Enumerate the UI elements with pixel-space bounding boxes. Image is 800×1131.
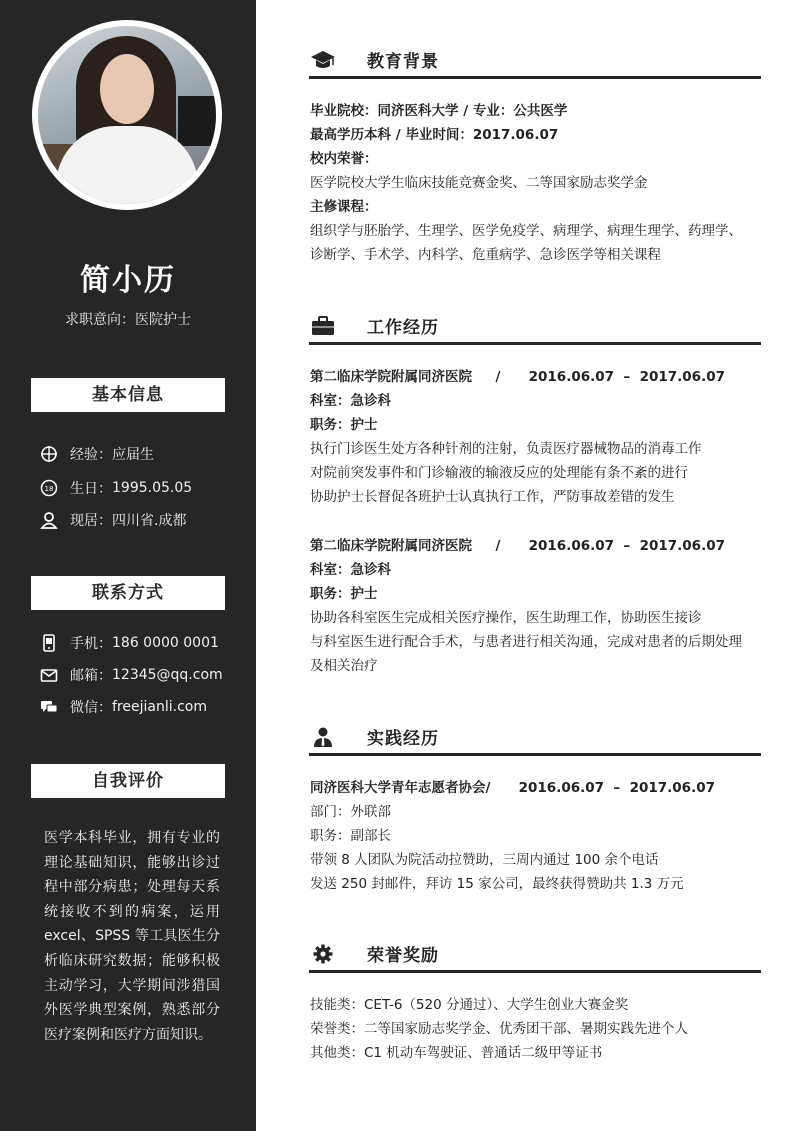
honor-label: 校内荣誉：: [310, 151, 378, 167]
main-content: [256, 0, 800, 1131]
work-title: 工作经历: [367, 318, 439, 338]
email-label: 邮箱：: [70, 668, 112, 684]
practice-heading: [309, 720, 761, 756]
job-1-head: 第二临床学院附属同济医院 / 2016.06.07 – 2017.06.07: [310, 369, 725, 385]
candidate-name: 简小历: [80, 263, 176, 298]
person-icon: [38, 509, 60, 531]
profile-photo: [32, 20, 222, 210]
sidebar: [0, 0, 256, 1131]
wechat-row: [38, 696, 207, 718]
job-1-duty-3: 协助护士长督促各班护士认真执行工作，严防事故差错的发生: [310, 489, 675, 505]
award-line-2: 荣誉类：二等国家励志奖学金、优秀团干部、暑期实践先进个人: [310, 1021, 688, 1037]
practice-title: 实践经历: [367, 729, 439, 749]
phone-label: 手机：: [70, 636, 112, 652]
chat-icon: [38, 696, 60, 718]
job-2-duty-3: 及相关治疗: [310, 658, 378, 674]
user-tie-icon: [309, 723, 337, 751]
experience-label: 经验：: [70, 447, 112, 463]
residence-value: 四川省.成都: [112, 513, 187, 529]
practice-line-1: 部门：外联部: [310, 804, 391, 820]
birthday-label: 生日：: [70, 481, 112, 497]
wechat-value: freejianli.com: [112, 699, 207, 715]
work-heading: [309, 309, 761, 345]
self-eval-heading: 自我评价: [31, 764, 225, 798]
job-2-duty-2: 与科室医生进行配合手术，与患者进行相关沟通，完成对患者的后期处理: [310, 634, 742, 650]
contact-heading: 联系方式: [31, 576, 225, 610]
job-2-duty-1: 协助各科室医生完成相关医疗操作，医生助理工作，协助医生接诊: [310, 610, 702, 626]
phone-icon: [38, 632, 60, 654]
birthday-row: [38, 477, 192, 499]
gear-icon: [309, 940, 337, 968]
award-line-1: 技能类：CET-6（520 分通过）、大学生创业大赛金奖: [310, 997, 629, 1013]
svg-text:18: 18: [44, 485, 54, 493]
practice-line-3: 带领 8 人团队为院活动拉赞助，三周内通过 100 余个电话: [310, 852, 659, 868]
course-text-1: 组织学与胚胎学、生理学、医学免疫学、病理学、病理生理学、药理学、: [310, 223, 742, 239]
course-text-2: 诊断学、手术学、内科学、危重病学、急诊医学等相关课程: [310, 247, 661, 263]
job-1-role: 职务：护士: [310, 417, 378, 433]
practice-head: 同济医科大学青年志愿者协会/ 2016.06.07 – 2017.06.07: [310, 780, 715, 796]
experience-row: [38, 443, 154, 465]
course-label: 主修课程：: [310, 199, 378, 215]
birthday-value: 1995.05.05: [112, 480, 193, 496]
residence-label: 现居：: [70, 513, 112, 529]
wechat-label: 微信：: [70, 700, 112, 716]
education-line-1: 毕业院校：同济医科大学 / 专业：公共医学: [310, 103, 568, 119]
email-value: 12345@qq.com: [112, 667, 223, 683]
residence-row: [38, 509, 186, 531]
experience-value: 应届生: [112, 447, 154, 463]
phone-value: 186 0000 0001: [112, 635, 219, 651]
award-line-3: 其他类：C1 机动车驾驶证、普通话二级甲等证书: [310, 1045, 603, 1061]
self-eval-text: 医学本科毕业，拥有专业的理论基础知识，能够出诊过程中部分病患；处理每天系统接收不到的病案，运用excel、SPSS 等工具医生分析临床研究数据；能够积极主动学习，大学期间涉猎国外医学典型案例，熟悉部分医疗案例和医疗方面知识。: [44, 830, 220, 1043]
practice-line-4: 发送 250 封邮件，拜访 15 家公司，最终获得赞助共 1.3 万元: [310, 876, 684, 892]
birthday-icon: [38, 477, 60, 499]
education-line-2: 最高学历本科 / 毕业时间：2017.06.07: [310, 127, 559, 143]
email-row: [38, 664, 223, 686]
basic-info-heading: 基本信息: [31, 378, 225, 412]
mail-icon: [38, 664, 60, 686]
awards-title: 荣誉奖励: [367, 946, 439, 966]
awards-heading: [309, 937, 761, 973]
job-2-role: 职务：护士: [310, 586, 378, 602]
phone-row: [38, 632, 219, 654]
job-1-duty-2: 对院前突发事件和门诊输液的输液反应的处理能有条不紊的进行: [310, 465, 688, 481]
job-2-head: 第二临床学院附属同济医院 / 2016.06.07 – 2017.06.07: [310, 538, 725, 554]
graduation-cap-icon: [309, 46, 337, 74]
job-1-duty-1: 执行门诊医生处方各种针剂的注射，负责医疗器械物品的消毒工作: [310, 441, 702, 457]
crosshair-icon: [38, 443, 60, 465]
education-title: 教育背景: [367, 52, 439, 72]
job-2-dept: 科室：急诊科: [310, 562, 391, 578]
honor-text: 医学院校大学生临床技能竞赛金奖、二等国家励志奖学金: [310, 175, 648, 191]
education-heading: [309, 43, 761, 79]
job-intent: 求职意向：医院护士: [65, 312, 191, 328]
briefcase-icon: [309, 312, 337, 340]
practice-line-2: 职务：副部长: [310, 828, 391, 844]
job-1-dept: 科室：急诊科: [310, 393, 391, 409]
